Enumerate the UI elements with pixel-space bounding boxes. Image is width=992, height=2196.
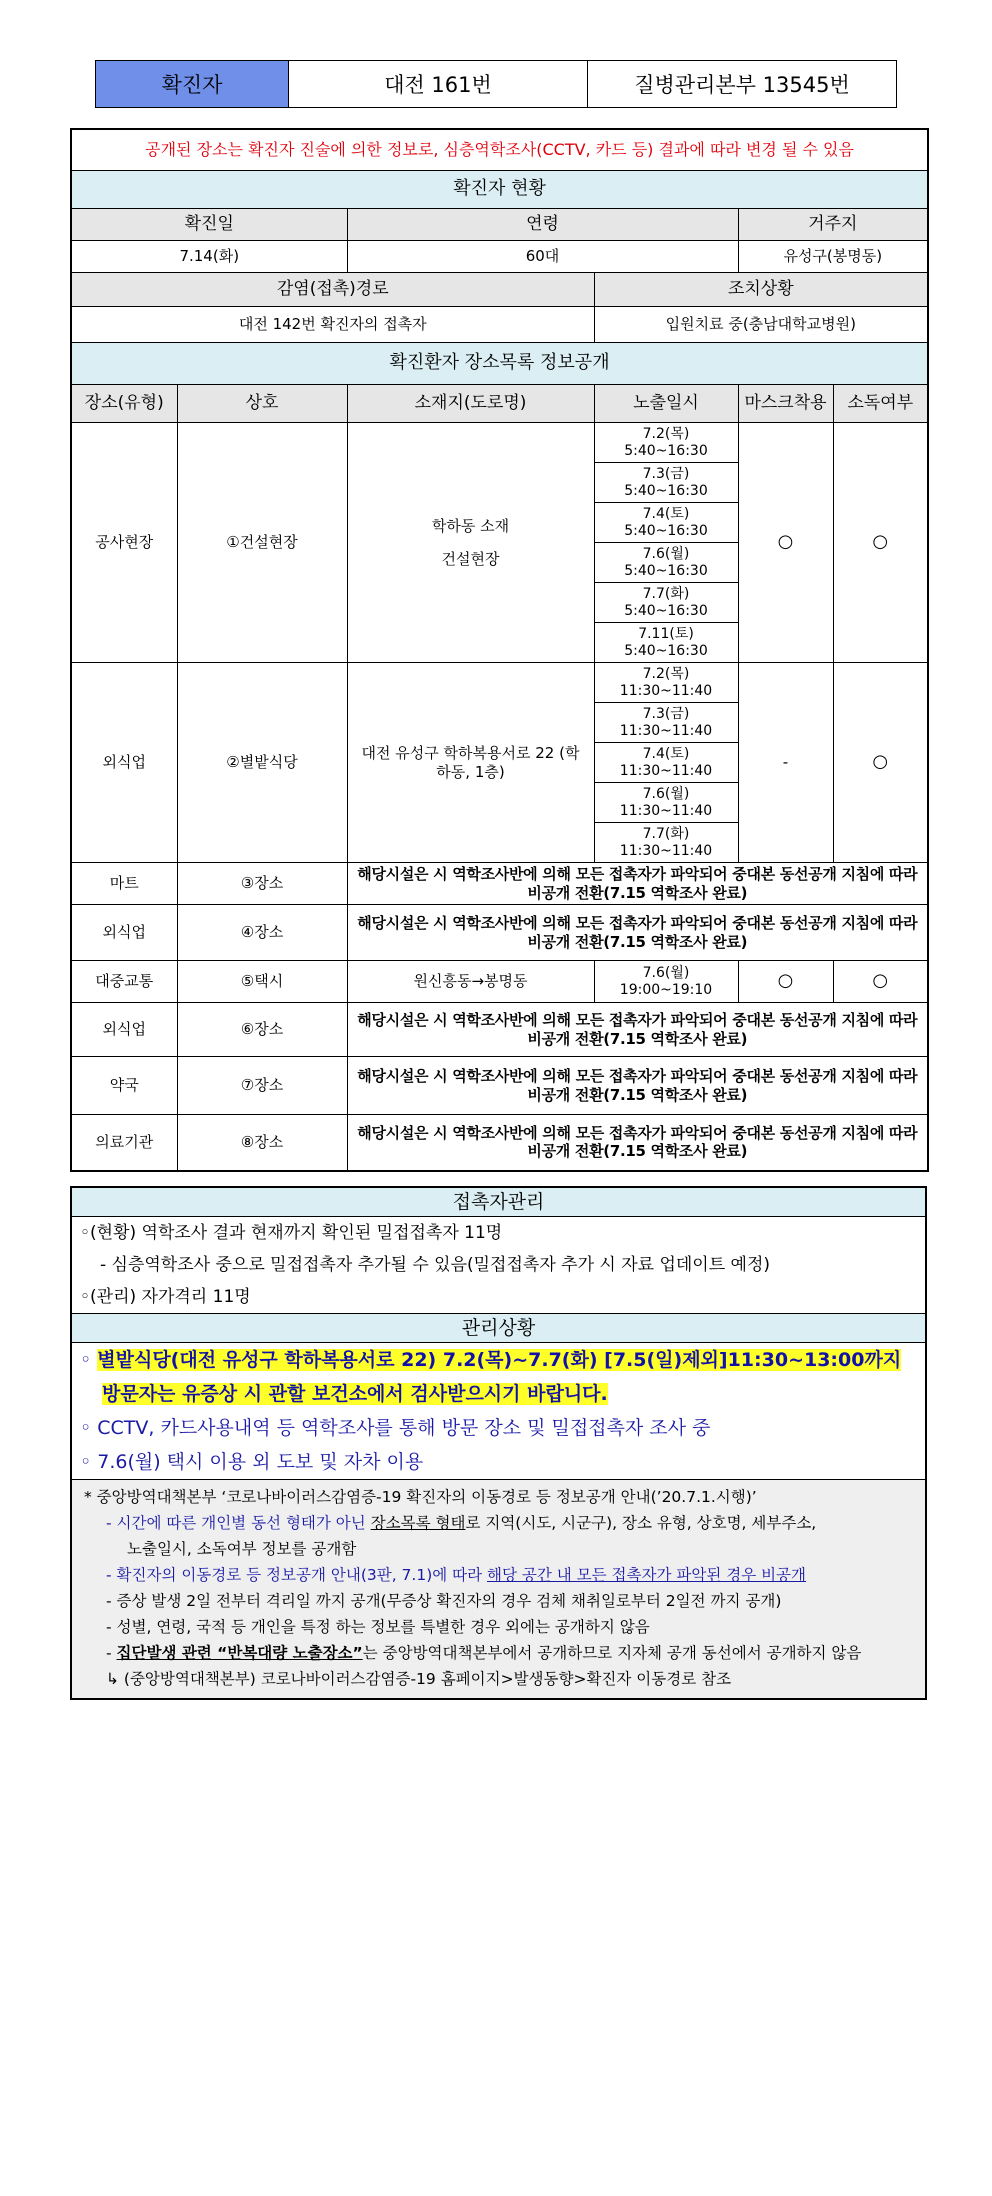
table-row [71,423,928,463]
contacts-title: 접촉자관리 [72,1188,925,1217]
header-infection-route: 감염(접촉)경로 [71,273,594,307]
table-row [71,905,928,961]
exposure-time: 7.4(토) 11:30~11:40 [594,743,738,783]
case-header [95,60,897,108]
disinfection-status: ○ [833,663,928,863]
private-note: 해당시설은 시 역학조사반에 의해 모든 접촉자가 파악되어 중대본 동선공개 지침에 따라 비공개 전환(7.15 역학조사 완료) [347,863,928,905]
contacts-quarantine: ◦(관리) 자가격리 11명 [80,1287,251,1307]
footnote-line: - 성별, 연령, 국적 등 개인을 특정 하는 정보를 특별한 경우 외에는 공개하지 않음 [106,1618,650,1636]
exposure-time: 7.2(목) 11:30~11:40 [594,663,738,703]
mask-status: ○ [738,423,833,663]
business-name: ⑦장소 [177,1057,347,1115]
exposure-time: 7.4(토) 5:40~16:30 [594,503,738,543]
exposure-time: 7.11(토) 5:40~16:30 [594,623,738,663]
place-type: 약국 [71,1057,177,1115]
table-row [71,1003,928,1057]
footnote-line: 노출일시, 소독여부 정보를 공개함 [127,1540,357,1558]
exposure-time: 7.6(월) 5:40~16:30 [594,543,738,583]
footnote-line: - 증상 발생 2일 전부터 격리일 까지 공개(무증상 확진자의 경우 검체 채취일로부터 2일전 까지 공개) [106,1592,782,1610]
confirm-date: 7.14(화) [71,241,347,273]
place-type: 대중교통 [71,961,177,1003]
disclaimer-notice: 공개된 장소는 확진자 진술에 의한 정보로, 심층역학조사(CCTV, 카드 등) 결과에 따라 변경 될 수 있음 [71,129,928,171]
footnote-line: * 중앙방역대책본부 ‘코로나바이러스감염증-19 확진자의 이동경로 등 정보공개 안내(’20.7.1.시행)’ [84,1488,757,1506]
business-name: ⑧장소 [177,1115,347,1171]
address: 학하동 소재 건설현장 [347,423,594,663]
age: 60대 [347,241,738,273]
table-row [71,863,928,905]
contacts-status-detail: - 심층역학조사 중으로 밀접접촉자 추가될 수 있음(밀접접촉자 추가 시 자료 업데이트 예정) [100,1255,771,1275]
place-type: 공사현장 [71,423,177,663]
kcdc-case-number: 질병관리본부 13545번 [634,73,850,97]
footnotes [72,1479,925,1698]
infection-route: 대전 142번 확진자의 접촉자 [71,307,594,343]
disinfection-status: ○ [833,423,928,663]
table-row [71,961,928,1003]
private-note: 해당시설은 시 역학조사반에 의해 모든 접촉자가 파악되어 중대본 동선공개 지침에 따라 비공개 전환(7.15 역학조사 완료) [347,1057,928,1115]
local-case-number: 대전 161번 [289,61,588,107]
mask-status: - [738,663,833,863]
residence: 유성구(봉명동) [738,241,928,273]
business-name: ①건설현장 [177,423,347,663]
col-disinfection: 소독여부 [833,385,928,423]
place-type: 외식업 [71,663,177,863]
col-business-name: 상호 [177,385,347,423]
business-name: ④장소 [177,905,347,961]
header-confirm-date: 확진일 [71,209,347,241]
header-residence: 거주지 [738,209,928,241]
contacts-status: ◦(현황) 역학조사 결과 현재까지 확인된 밀접접촉자 11명 [80,1223,503,1243]
place-type: 의료기관 [71,1115,177,1171]
footnote-line: - 확진자의 이동경로 등 정보공개 안내(3판, 7.1)에 따라 해당 공간 내 모든 접촉자가 파악된 경우 비공개 [106,1566,807,1584]
management-taxi: ◦ 7.6(월) 택시 이용 외 도보 및 자차 이용 [80,1451,424,1473]
mask-status: ○ [738,961,833,1003]
footnote-line: ↳ (중앙방역대책본부) 코로나바이러스감염증-19 홈페이지>발생동향>확진자 이동경로 참조 [106,1670,732,1688]
private-note: 해당시설은 시 역학조사반에 의해 모든 접촉자가 파악되어 중대본 동선공개 지침에 따라 비공개 전환(7.15 역학조사 완료) [347,1003,928,1057]
business-name: ⑥장소 [177,1003,347,1057]
contact-management-box [70,1186,927,1700]
address: 원신흥동→봉명동 [347,961,594,1003]
header-action-status: 조치상황 [594,273,928,307]
header-age: 연령 [347,209,738,241]
exposure-time: 7.7(화) 5:40~16:30 [594,583,738,623]
highlight-line-2: 방문자는 유증상 시 관할 보건소에서 검사받으시기 바랍니다. [102,1383,608,1405]
table-row [71,1057,928,1115]
col-mask: 마스크착용 [738,385,833,423]
business-name: ③장소 [177,863,347,905]
exposure-time: 7.3(금) 5:40~16:30 [594,463,738,503]
header-label: 확진자 [96,61,289,107]
table-row [71,663,928,703]
private-note: 해당시설은 시 역학조사반에 의해 모든 접촉자가 파악되어 중대본 동선공개 지침에 따라 비공개 전환(7.15 역학조사 완료) [347,1115,928,1171]
exposure-time: 7.3(금) 11:30~11:40 [594,703,738,743]
col-exposure-time: 노출일시 [594,385,738,423]
place-type: 외식업 [71,905,177,961]
status-title: 확진자 현황 [71,171,928,209]
address: 대전 유성구 학하복용서로 22 (학하동, 1층) [347,663,594,863]
exposure-time: 7.7(화) 11:30~11:40 [594,823,738,863]
col-address: 소재지(도로명) [347,385,594,423]
management-cctv: ◦ CCTV, 카드사용내역 등 역학조사를 통해 방문 장소 및 밀접접촉자 조사 중 [80,1417,711,1439]
exposure-time: 7.6(월) 11:30~11:40 [594,783,738,823]
place-type: 마트 [71,863,177,905]
management-title: 관리상황 [72,1313,925,1343]
footnote-line: - 시간에 따른 개인별 동선 형태가 아닌 장소목록 형태로 지역(시도, 시군구), 장소 유형, 상호명, 세부주소, [106,1514,817,1532]
exposure-time: 7.6(월) 19:00~19:10 [594,961,738,1003]
action-status: 입원치료 중(충남대학교병원) [594,307,928,343]
business-name: ⑤택시 [177,961,347,1003]
footnote-line: - 집단발생 관련 “반복대량 노출장소”는 중앙방역대책본부에서 공개하므로 지자체 공개 동선에서 공개하지 않음 [106,1644,862,1662]
exposure-time: 7.2(목) 5:40~16:30 [594,423,738,463]
disinfection-status: ○ [833,961,928,1003]
business-name: ②별밭식당 [177,663,347,863]
private-note: 해당시설은 시 역학조사반에 의해 모든 접촉자가 파악되어 중대본 동선공개 지침에 따라 비공개 전환(7.15 역학조사 완료) [347,905,928,961]
highlight-line-1: ◦ 별밭식당(대전 유성구 학하복용서로 22) 7.2(목)~7.7(화) [7.5(일)제외]11:30~13:00까지 [80,1349,902,1371]
patient-table [70,128,929,1172]
col-place-type: 장소(유형) [71,385,177,423]
places-title: 확진환자 장소목록 정보공개 [71,343,928,385]
place-type: 외식업 [71,1003,177,1057]
table-row [71,1115,928,1171]
